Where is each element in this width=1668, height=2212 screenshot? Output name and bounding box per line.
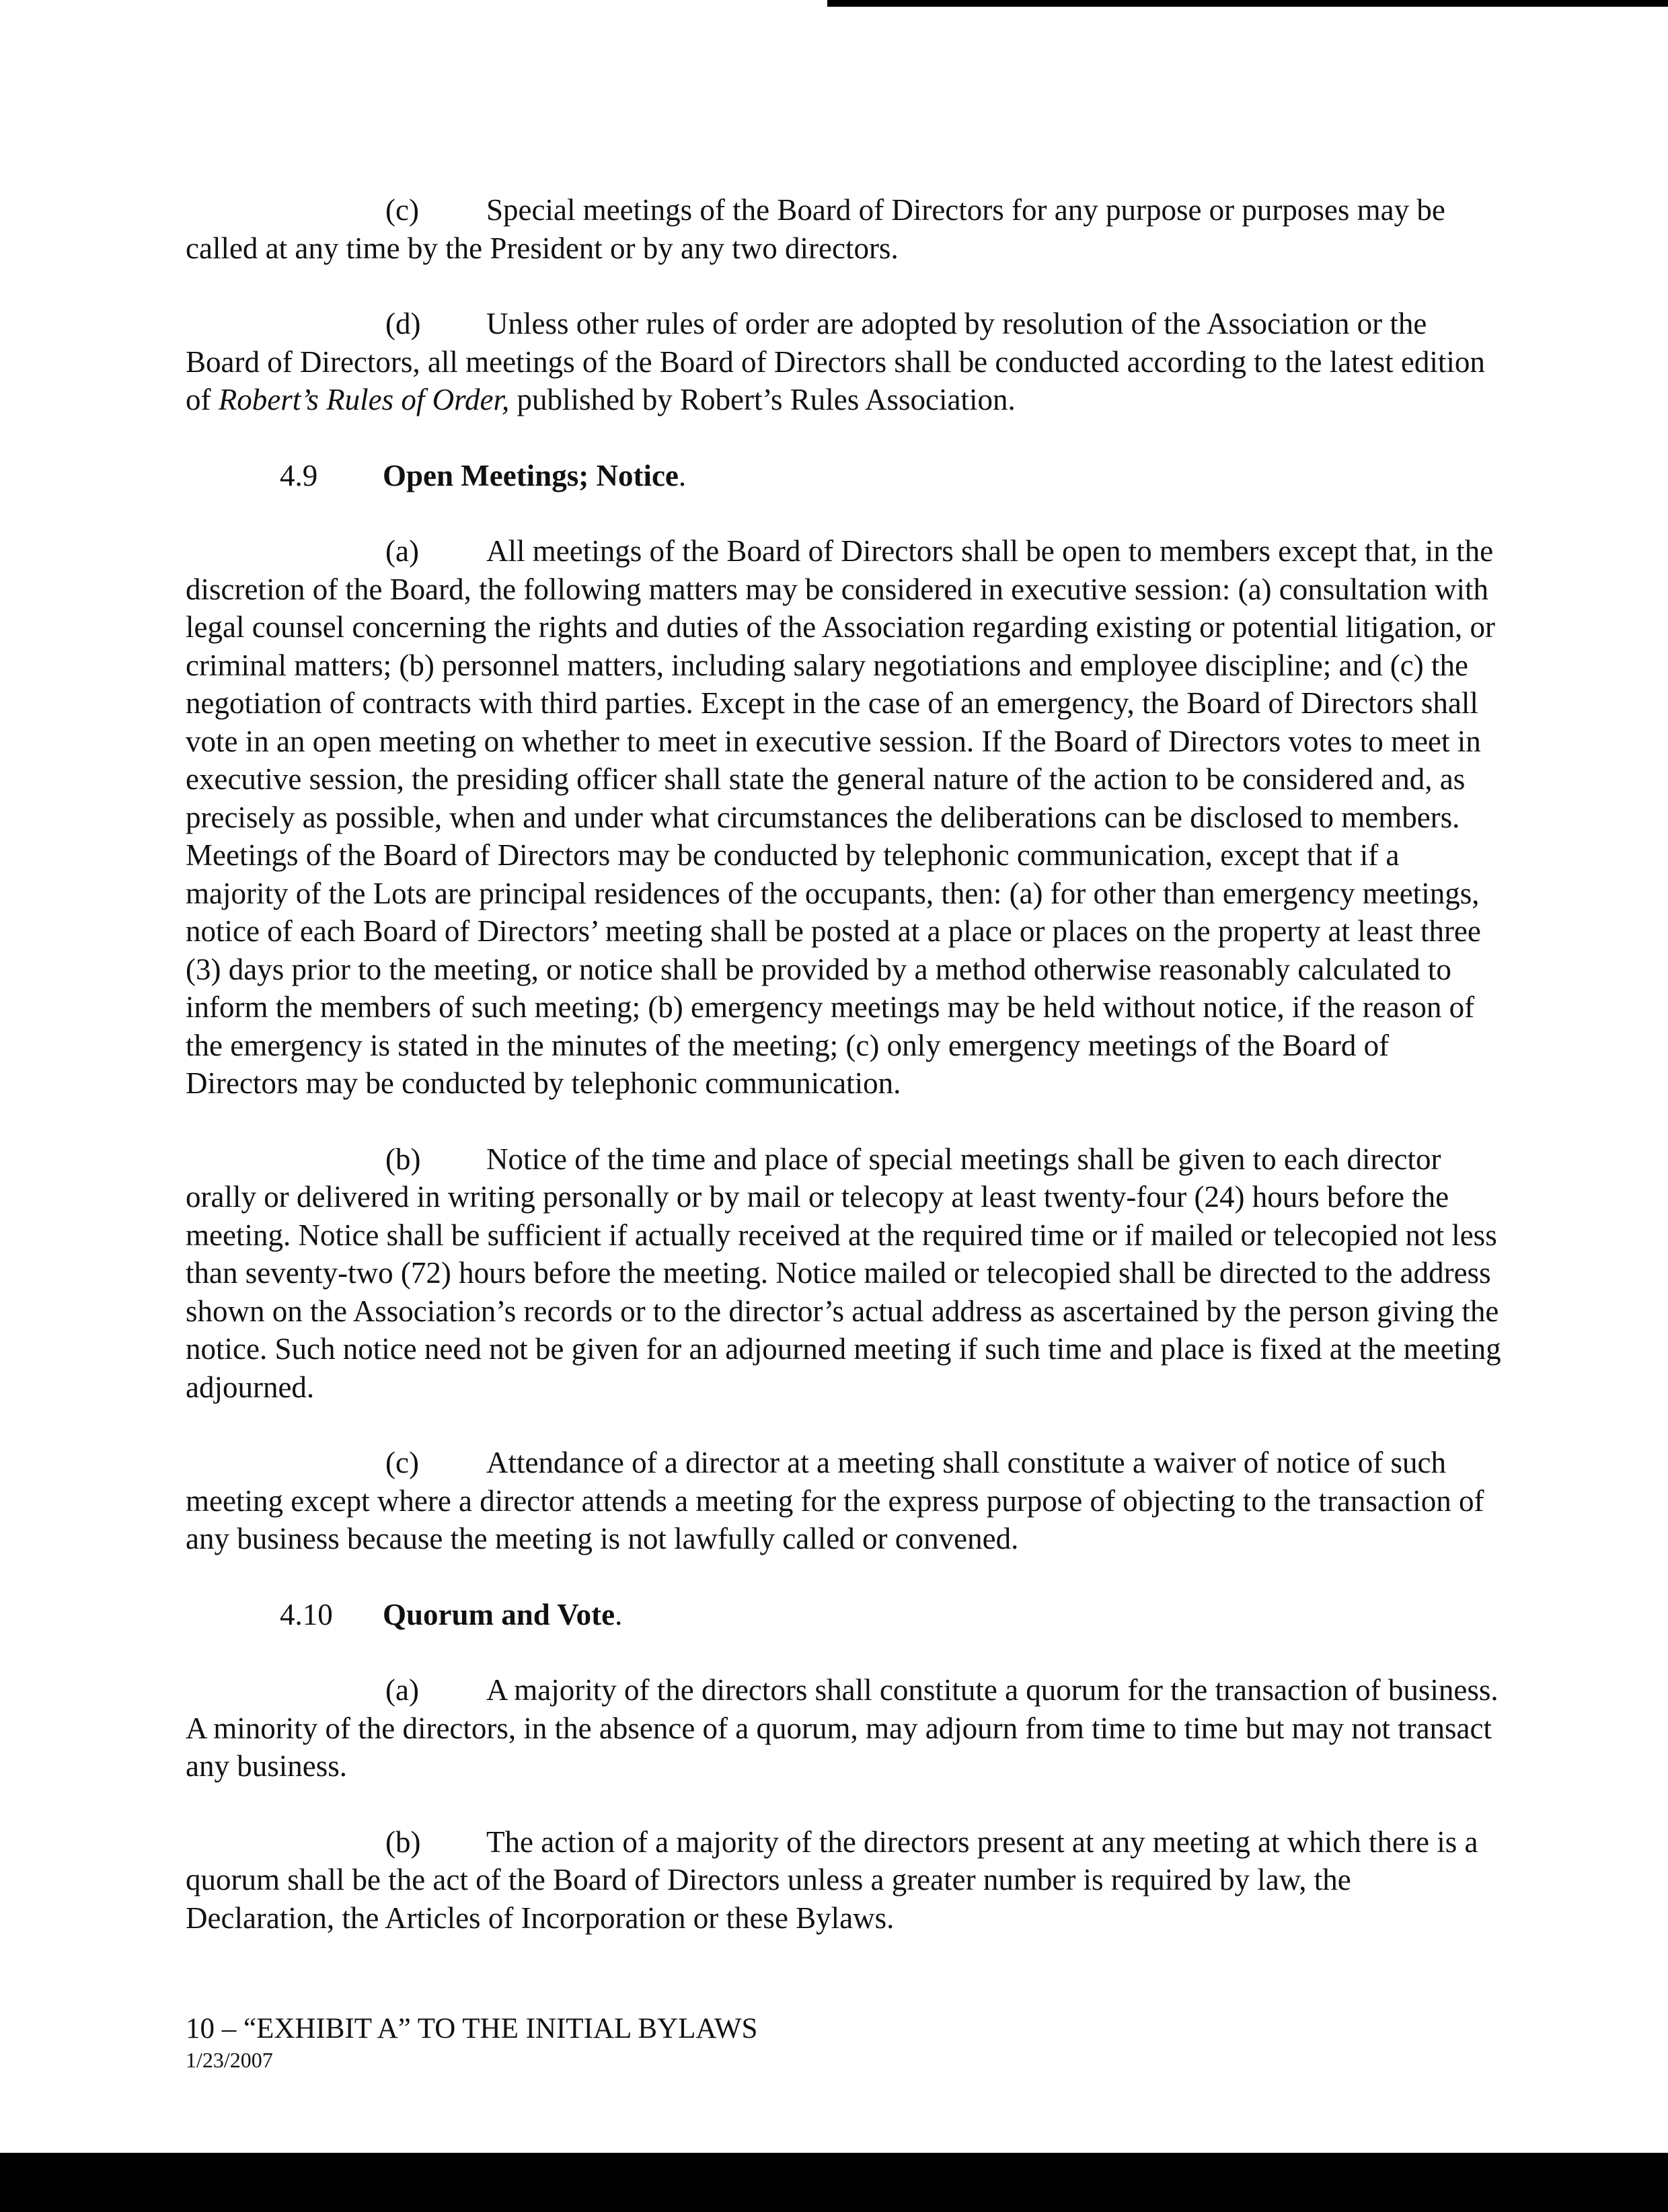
paragraph-4-9-a: [186, 532, 1504, 1103]
section-heading-4-9: 4.9 Open Meetings; Notice.: [186, 457, 1504, 495]
paragraph-4-9-b: [186, 1140, 1504, 1407]
paragraph-label: (b): [385, 1824, 421, 1859]
paragraph-label: (d): [385, 307, 421, 340]
scan-edge-bottom: [0, 2153, 1668, 2212]
paragraph-label: (a): [385, 534, 419, 568]
paragraph-text: published by Robert’s Rules Association.: [509, 383, 1016, 416]
footer-page-label: 10 – “EXHIBIT A” TO THE INITIAL BYLAWS: [186, 2013, 758, 2044]
paragraph-d-rules-of-order: [186, 305, 1504, 419]
scan-edge-top: [827, 0, 1668, 7]
paragraph-4-10-b: [186, 1823, 1504, 1938]
paragraph-text: Unless other rules of order are adopted by resolution of the Association or the Board of Directors, all meetings of the Board of Directors shall be conducted according to the latest edition of: [186, 307, 1485, 416]
section-title: Quorum and Vote: [383, 1597, 615, 1631]
page-footer: [186, 2012, 757, 2073]
paragraph-text: A majority of the directors shall constitute a quorum for the transaction of business. A minority of the directors, in the absence of a quorum, may adjourn from time to time but may not transact any business.: [186, 1673, 1499, 1783]
section-heading-4-10: 4.10 Quorum and Vote.: [186, 1596, 1504, 1634]
section-title: Open Meetings; Notice: [383, 458, 679, 492]
paragraph-4-9-c: [186, 1444, 1504, 1558]
paragraph-text: Special meetings of the Board of Directors for any purpose or purposes may be called at any time by the President or by any two directors.: [186, 193, 1445, 265]
page-body: [186, 191, 1504, 1975]
paragraph-c-special-meetings: [186, 191, 1504, 267]
footer-date: 1/23/2007: [186, 2048, 273, 2072]
paragraph-label: (a): [385, 1673, 419, 1707]
paragraph-text: Attendance of a director at a meeting shall constitute a waiver of notice of such meeting except where a director attends a meeting for the express purpose of objecting to the transaction of any business because the meeting is not lawfully called or convened.: [186, 1446, 1484, 1555]
italic-title: Robert’s Rules of Order,: [218, 383, 510, 416]
section-number: 4.10: [280, 1597, 333, 1631]
section-number: 4.9: [280, 458, 318, 492]
paragraph-label: (b): [385, 1142, 421, 1176]
paragraph-4-10-a: [186, 1671, 1504, 1785]
paragraph-text: The action of a majority of the directors present at any meeting at which there is a quorum shall be the act of the Board of Directors unless a greater number is required by law, the Declaration, the Articles of Incorporation or these Bylaws.: [186, 1824, 1478, 1935]
paragraph-label: (c): [385, 193, 419, 227]
paragraph-label: (c): [385, 1446, 419, 1479]
paragraph-text: Notice of the time and place of special meetings shall be given to each director orally or delivered in writing personally or by mail or telecopy at least twenty-four (24) hours before the meeting. Notice shall be sufficient if actually received at the required time or if mailed or telecopied not less than seventy-two (72) hours before the meeting. Notice mailed or telecopied shall be directed to the address shown on the Association’s records or to the director’s actual address as ascertained by the person giving the notice. Such notice need not be given for an adjourned meeting if such time and place is fixed at the meeting adjourned.: [186, 1142, 1501, 1404]
paragraph-text: All meetings of the Board of Directors shall be open to members except that, in the discretion of the Board, the following matters may be considered in executive session: (a) consultation with legal counsel concerning the rights and duties of the Association regarding existing or potential litigation, or criminal matters; (b) personnel matters, including salary negotiations and employee discipline; and (c) the negotiation of contracts with third parties. Except in the case of an emergency, the Board of Directors shall vote in an open meeting on whether to meet in executive session. If the Board of Directors votes to meet in executive session, the presiding officer shall state the general nature of the action to be considered and, as precisely as possible, when and under what circumstances the deliberations can be disclosed to members. Meetings of the Board of Directors may be conducted by telephonic communication, except that if a majority of the Lots are principal residences of the occupants, then: (a) for other than emergency meetings, notice of each Board of Directors’ meeting shall be posted at a place or places on the property at least three (3) days prior to the meeting, or notice shall be provided by a method otherwise reasonably calculated to inform the members of such meeting; (b) emergency meetings may be held without notice, if the reason of the emergency is stated in the minutes of the meeting; (c) only emergency meetings of the Board of Directors may be conducted by telephonic communication.: [186, 534, 1496, 1100]
